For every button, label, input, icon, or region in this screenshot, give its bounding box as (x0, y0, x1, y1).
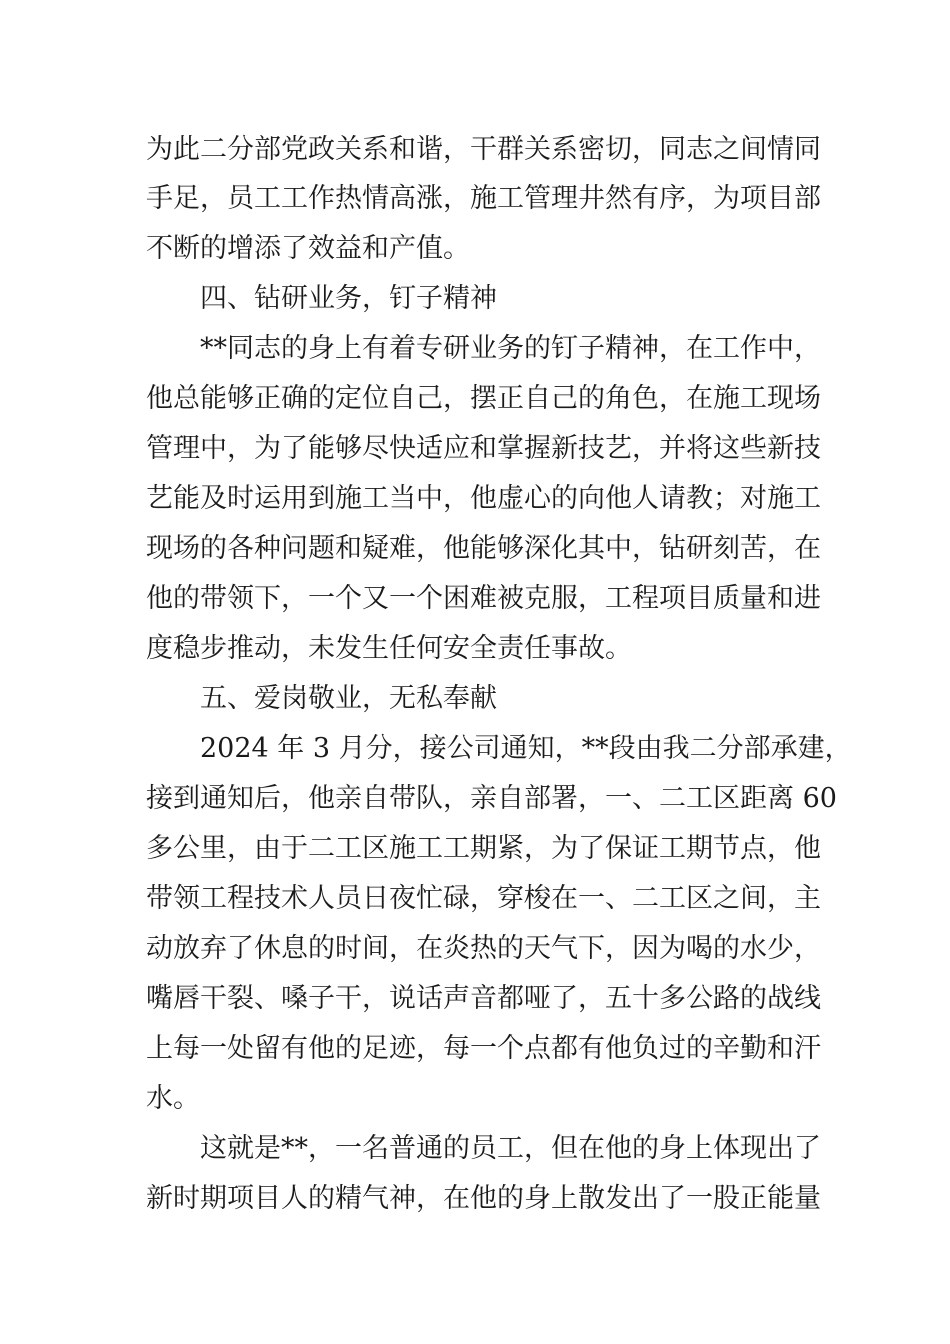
paragraph-line: 为此二分部党政关系和谐，干群关系密切，同志之间情同 (146, 134, 821, 165)
paragraph-line: 接到通知后，他亲自带队，亲自部署，一、二工区距离 60 (146, 783, 837, 814)
paragraph-line: 嘴唇干裂、嗓子干，说话声音都哑了，五十多公路的战线 (146, 983, 821, 1014)
paragraph-line: 带领工程技术人员日夜忙碌，穿梭在一、二工区之间，主 (146, 883, 821, 914)
section-heading: 五、爱岗敬业，无私奉献 (200, 683, 497, 714)
paragraph-line: 水。 (146, 1083, 200, 1114)
paragraph-line: 艺能及时运用到施工当中，他虚心的向他人请教；对施工 (146, 483, 821, 514)
paragraph-line: 上每一处留有他的足迹，每一个点都有他负过的辛勤和汗 (146, 1033, 821, 1064)
section-heading: 四、钻研业务，钉子精神 (200, 283, 497, 314)
paragraph-line: 他的带领下，一个又一个困难被克服，工程项目质量和进 (146, 583, 821, 614)
paragraph-line: 手足，员工工作热情高涨，施工管理井然有序，为项目部 (146, 183, 821, 214)
paragraph-line: 动放弃了休息的时间，在炎热的天气下，因为喝的水少， (146, 933, 821, 964)
paragraph-line: 管理中，为了能够尽快适应和掌握新技艺，并将这些新技 (146, 433, 821, 464)
paragraph-line: 新时期项目人的精气神，在他的身上散发出了一股正能量 (146, 1183, 821, 1214)
paragraph-line: 2024 年 3 月分，接公司通知，**段由我二分部承建， (200, 733, 852, 764)
paragraph-line: **同志的身上有着专研业务的钉子精神，在工作中， (200, 333, 821, 364)
paragraph-line: 不断的增添了效益和产值。 (146, 233, 470, 264)
paragraph-line: 他总能够正确的定位自己，摆正自己的角色，在施工现场 (146, 383, 821, 414)
paragraph-line: 现场的各种问题和疑难，他能够深化其中，钻研刻苦，在 (146, 533, 821, 564)
paragraph-line: 这就是**，一名普通的员工，但在他的身上体现出了 (200, 1133, 821, 1164)
paragraph-line: 度稳步推动，未发生任何安全责任事故。 (146, 633, 632, 664)
paragraph-line: 多公里，由于二工区施工工期紧，为了保证工期节点，他 (146, 833, 821, 864)
